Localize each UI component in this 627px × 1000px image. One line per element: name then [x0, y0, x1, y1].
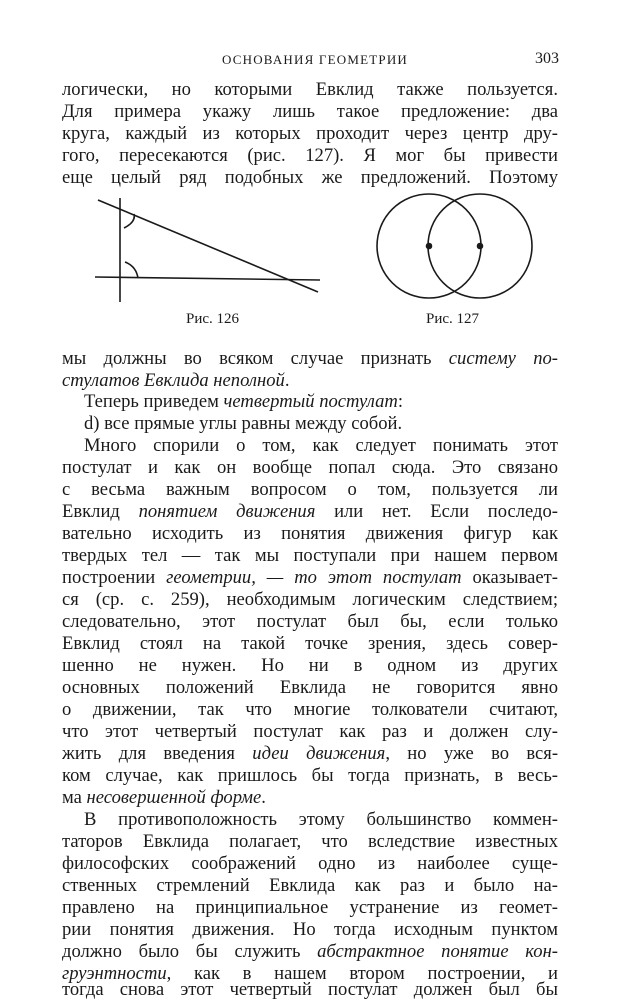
text-line: ма несовершенной форме.	[62, 787, 266, 808]
fig126-angle-arc-upper	[124, 214, 134, 228]
page-number: 303	[535, 50, 559, 67]
figures	[0, 0, 627, 340]
text-line: d) все прямые углы равны между собой.	[84, 413, 403, 434]
text-line: ся (ср. с. 259), необходимым логическим следствием;	[62, 589, 558, 610]
text-line: философских соображений одно из наиболее суще-	[62, 853, 558, 874]
text-line: круга, каждый из которых проходит через центр дру-	[62, 123, 558, 144]
text-line: правлено на принципиальное устранение из геомет-	[62, 897, 558, 918]
text-line: твердых тел — так мы поступали при нашем первом	[62, 545, 558, 566]
text-line: следовательно, этот постулат был бы, если только	[62, 611, 558, 632]
text-line: ком случае, как пришлось бы тогда признать, в весь-	[62, 765, 558, 786]
text-line: жить для введения идеи движения, но уже во вся-	[62, 743, 558, 764]
text-line: Евклид понятием движения или нет. Если последо-	[62, 501, 558, 522]
running-header: ОСНОВАНИЯ ГЕОМЕТРИИ	[222, 52, 409, 67]
text-line: тогда снова этот четвертый постулат должен был бы	[62, 979, 558, 1000]
text-line: В противоположность этому большинство коммен-	[84, 809, 558, 830]
text-line: груэнтности, как в нашем втором построении, и	[62, 963, 558, 984]
text-line: что этот четвертый постулат как раз и должен слу-	[62, 721, 558, 742]
text-line: мы должны во всяком случае признать систему по-	[62, 348, 558, 369]
text-line: ственных стремлений Евклида как раз и было на-	[62, 875, 558, 896]
text-line: стулатов Евклида неполной.	[62, 370, 290, 391]
fig127-caption: Рис. 127	[426, 311, 480, 327]
text-line: постулат и как он вообще попал сюда. Это связано	[62, 457, 558, 478]
text-line: рии понятия движения. Но тогда исходным пунктом	[62, 919, 558, 940]
text-line: основных положений Евклида не говорится явно	[62, 677, 558, 698]
text-line: Евклид стоял на такой точке зрения, здесь совер-	[62, 633, 558, 654]
text-line: гого, пересекаются (рис. 127). Я мог бы привести	[62, 145, 558, 166]
fig126-caption: Рис. 126	[186, 311, 240, 327]
text-line: шенно не нужен. Но ни в одном из других	[62, 655, 558, 676]
figure-126	[95, 198, 320, 302]
text-line: с весьма важным вопросом о том, пользуется ли	[62, 479, 558, 500]
text-line: Теперь приведем четвертый постулат:	[84, 391, 403, 412]
fig127-center-right	[478, 244, 483, 249]
text-line: о движении, так что многие толкователи считают,	[62, 699, 558, 720]
text-line: Много спорили о том, как следует понимать этот	[84, 435, 558, 456]
text-line: построении геометрии, — то этот постулат оказывает-	[62, 567, 558, 588]
fig127-center-left	[427, 244, 432, 249]
text-line: еще целый ряд подобных же предложений. Поэтому	[62, 167, 558, 188]
text-line: вательно исходить из понятия движения фигур как	[62, 523, 558, 544]
text-line: должно было бы служить абстрактное понятие кон-	[62, 941, 558, 962]
text-line: Для примера укажу лишь такое предложение: два	[62, 101, 558, 122]
fig126-angle-arc-lower	[125, 262, 138, 278]
figure-127	[377, 194, 532, 298]
text-line: таторов Евклида полагает, что вследствие известных	[62, 831, 558, 852]
text-line: логически, но которыми Евклид также пользуется.	[62, 79, 558, 100]
